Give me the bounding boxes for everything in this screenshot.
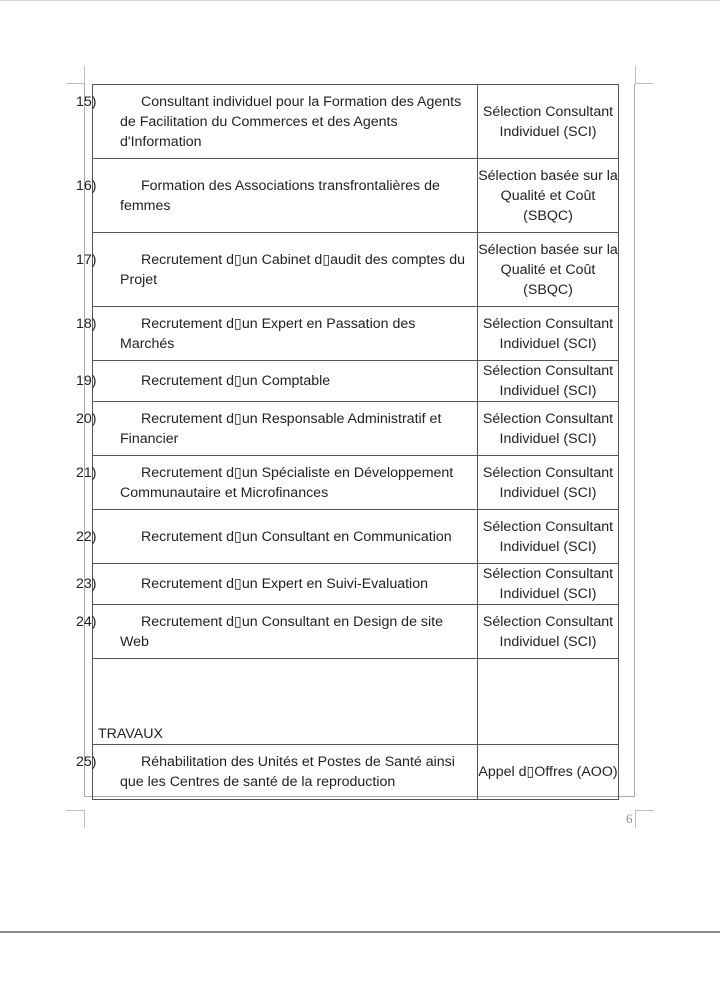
method-cell: Appel d▯Offres (AOO) — [478, 745, 619, 800]
description-text — [76, 314, 473, 354]
method-cell — [478, 659, 619, 745]
item-number: 17) — [76, 251, 97, 268]
section-heading: TRAVAUX — [98, 726, 163, 742]
table-row — [93, 159, 619, 233]
method-cell: Sélection Consultant Individuel (SCI) — [478, 456, 619, 510]
page-number: 6 — [626, 811, 633, 826]
table-row — [93, 233, 619, 307]
description-text — [76, 250, 473, 290]
description-cell — [76, 307, 478, 361]
description-text — [76, 752, 473, 792]
description-cell — [76, 745, 478, 800]
method-cell: Sélection basée sur la Qualité et Coût (SBQC) — [478, 233, 619, 307]
item-description: Recrutement d▯un Comptable — [141, 373, 331, 389]
item-description: Recrutement d▯un Responsable Administratif et Financier — [120, 410, 442, 447]
description-cell — [76, 361, 478, 402]
page-separator — [0, 931, 720, 933]
method-cell: Sélection Consultant Individuel (SCI) — [478, 564, 619, 605]
description-text — [76, 371, 473, 391]
crop-mark-top-left-h — [66, 83, 84, 84]
crop-mark-top-right-v — [635, 66, 636, 84]
method-cell: Sélection Consultant Individuel (SCI) — [478, 402, 619, 456]
item-number: 23) — [76, 576, 97, 592]
crop-mark-bottom-right-h — [635, 810, 653, 811]
item-description: Consultant individuel pour la Formation des Agents de Facilitation du Commerces et des Agents d'Information — [120, 93, 462, 150]
item-description: Formation des Associations transfrontalières de femmes — [120, 177, 440, 214]
item-number: 24) — [76, 613, 97, 630]
item-description: Recrutement d▯un Cabinet d▯audit des comptes du Projet — [120, 251, 465, 288]
description-cell — [93, 659, 478, 745]
table-row — [93, 456, 619, 510]
item-number: 22) — [76, 528, 97, 545]
item-description: Recrutement d▯un Expert en Suivi-Evaluation — [141, 576, 428, 592]
table-row — [93, 402, 619, 456]
method-cell: Sélection Consultant Individuel (SCI) — [478, 307, 619, 361]
method-cell: Sélection Consultant Individuel (SCI) — [478, 605, 619, 659]
description-cell — [76, 510, 478, 564]
item-description: Recrutement d▯un Expert en Passation des Marchés — [120, 315, 416, 352]
item-number: 21) — [76, 464, 97, 481]
description-text — [76, 463, 473, 503]
crop-mark-bottom-left-h — [66, 810, 84, 811]
description-cell — [76, 85, 478, 159]
item-number: 16) — [76, 177, 97, 194]
description-text — [76, 409, 473, 449]
description-cell — [76, 402, 478, 456]
description-cell — [76, 564, 478, 605]
item-description: Recrutement d▯un Consultant en Communication — [141, 528, 452, 545]
item-description: Recrutement d▯un Spécialiste en Développement Communautaire et Microfinances — [120, 464, 454, 501]
crop-mark-bottom-right-v — [635, 810, 636, 828]
crop-mark-bottom-left-v — [84, 810, 85, 828]
description-text — [76, 574, 473, 594]
description-cell — [76, 233, 478, 307]
method-cell: Sélection Consultant Individuel (SCI) — [478, 85, 619, 159]
item-description: Recrutement d▯un Consultant en Design de site Web — [120, 613, 443, 650]
item-number: 15) — [76, 93, 97, 110]
item-number: 19) — [76, 373, 97, 389]
viewer-top-edge — [0, 0, 720, 1]
item-number: 18) — [76, 315, 97, 332]
method-cell: Sélection Consultant Individuel (SCI) — [478, 510, 619, 564]
description-text — [76, 527, 473, 547]
description-text — [76, 92, 473, 152]
section-row — [93, 659, 619, 745]
table-row — [93, 361, 619, 402]
item-number: 20) — [76, 410, 97, 427]
table-row — [93, 605, 619, 659]
table-row — [93, 85, 619, 159]
description-cell — [76, 605, 478, 659]
method-cell: Sélection basée sur la Qualité et Coût (SBQC) — [478, 159, 619, 233]
table-row — [93, 510, 619, 564]
table-row — [93, 307, 619, 361]
description-text — [76, 612, 473, 652]
description-cell — [76, 456, 478, 510]
crop-mark-top-left-v — [84, 66, 85, 84]
item-number: 25) — [76, 754, 97, 770]
procurement-table — [76, 84, 619, 800]
table-row — [93, 564, 619, 605]
method-cell: Sélection Consultant Individuel (SCI) — [478, 361, 619, 402]
table-row — [93, 745, 619, 800]
item-description: Réhabilitation des Unités et Postes de Santé ainsi que les Centres de santé de la reproduction — [120, 754, 455, 790]
description-cell — [76, 159, 478, 233]
crop-mark-top-right-h — [635, 83, 653, 84]
description-text — [76, 176, 473, 216]
